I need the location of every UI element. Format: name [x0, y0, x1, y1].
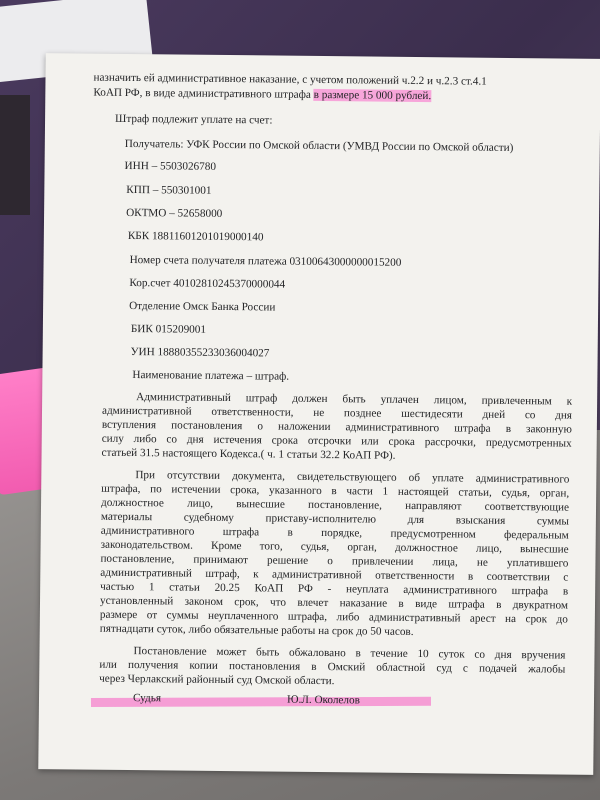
- oktmo: ОКТМО – 52658000: [126, 206, 223, 220]
- paragraph-line: административного штрафа в порядке, предусмотренном федеральным: [100, 524, 569, 542]
- paragraph-line: законодательством. Кроме того, судья, орган, должностное лицо, вынесшие: [100, 538, 569, 556]
- paragraph-line: частью 1 статьи 20.25 КоАП РФ - неуплата административного штрафа в: [100, 580, 569, 598]
- recipient: Получатель: УФК России по Омской области (УМВД России по Омской области): [124, 137, 514, 155]
- bik: БИК 015209001: [130, 323, 207, 336]
- fine-intro: Штраф подлежит уплате на счет:: [115, 112, 273, 127]
- paragraph-line: статьей 31.5 настоящего Кодекса.( ч. 1 статьи 32.2 КоАП РФ).: [101, 446, 396, 462]
- paragraph-line: материалы судебному приставу-исполнителю для взыскания суммы: [100, 510, 569, 528]
- paragraph-line: вступления постановления о наложении административного штрафа в законную: [101, 418, 572, 436]
- paragraph-line: административной ответственности, не позднее шестидесяти дней со дня: [101, 404, 573, 422]
- text-line: назначить ей административное наказание, с учетом положений ч.2.2 и ч.2.3 ст.4.1: [93, 71, 487, 88]
- paragraph-line: штрафа, по истечении срока, указанного в части 1 настоящей статьи, судья, орган,: [101, 482, 570, 500]
- kpp: КПП – 550301001: [126, 183, 212, 197]
- paragraph-line: Административный штраф должен быть уплачен лицом, привлеченным к: [136, 391, 573, 408]
- paragraph-line: должностное лицо, вынесшие постановление, направляют соответствующие: [100, 496, 570, 514]
- paragraph-line: или получения копии постановления в Омский областной суд с подачей жалобы: [99, 658, 566, 676]
- paragraph-line: При отсутствии документа, свидетельствующего об уплате административного: [135, 469, 570, 486]
- document-page: [38, 53, 600, 775]
- paragraph-line: через Черлакский районный суд Омской области.: [99, 672, 335, 688]
- judge-label: Судья: [132, 692, 162, 705]
- uin: УИН 18880355233036004027: [130, 346, 270, 360]
- inn: ИНН – 5503026780: [124, 159, 217, 173]
- background-object: [0, 95, 30, 215]
- corr-account: Кор.счет 40102810245370000044: [129, 277, 286, 291]
- account-number: Номер счета получателя платежа 03100643000000015200: [129, 254, 402, 269]
- judge-name: Ю.Л. Околелов: [286, 693, 360, 707]
- highlighted-fine-amount: в размере 15 000 рублей.: [313, 88, 432, 103]
- paragraph-line: Постановление может быть обжаловано в течение 10 суток со дня вручения: [133, 645, 566, 662]
- text-fragment: КоАП РФ, в виде административного штрафа: [93, 86, 314, 101]
- text-line: [93, 86, 431, 104]
- paragraph-line: постановление, принимают решение о привлечении лица, не уплатившего: [100, 552, 569, 570]
- paragraph-line: административный штраф, к административной ответственности в соответствии с: [100, 566, 569, 584]
- paragraph-line: размере от суммы неуплаченного штрафа, либо административный арест на срок до: [99, 608, 568, 626]
- payment-name: Наименование платежа – штраф.: [132, 369, 290, 383]
- paragraph-line: пятнадцати суток, либо обязательные работы на срок до 50 часов.: [99, 622, 414, 638]
- bank-name: Отделение Омск Банка России: [129, 300, 276, 314]
- kbk: КБК 18811601201019000140: [127, 229, 264, 244]
- paragraph-line: силу либо со дня истечения срока отсрочки или срока рассрочки, предусмотренных: [101, 432, 572, 450]
- paragraph-line: установленный законом срок, что влечет наказание в виде штрафа в двукратном: [99, 594, 569, 612]
